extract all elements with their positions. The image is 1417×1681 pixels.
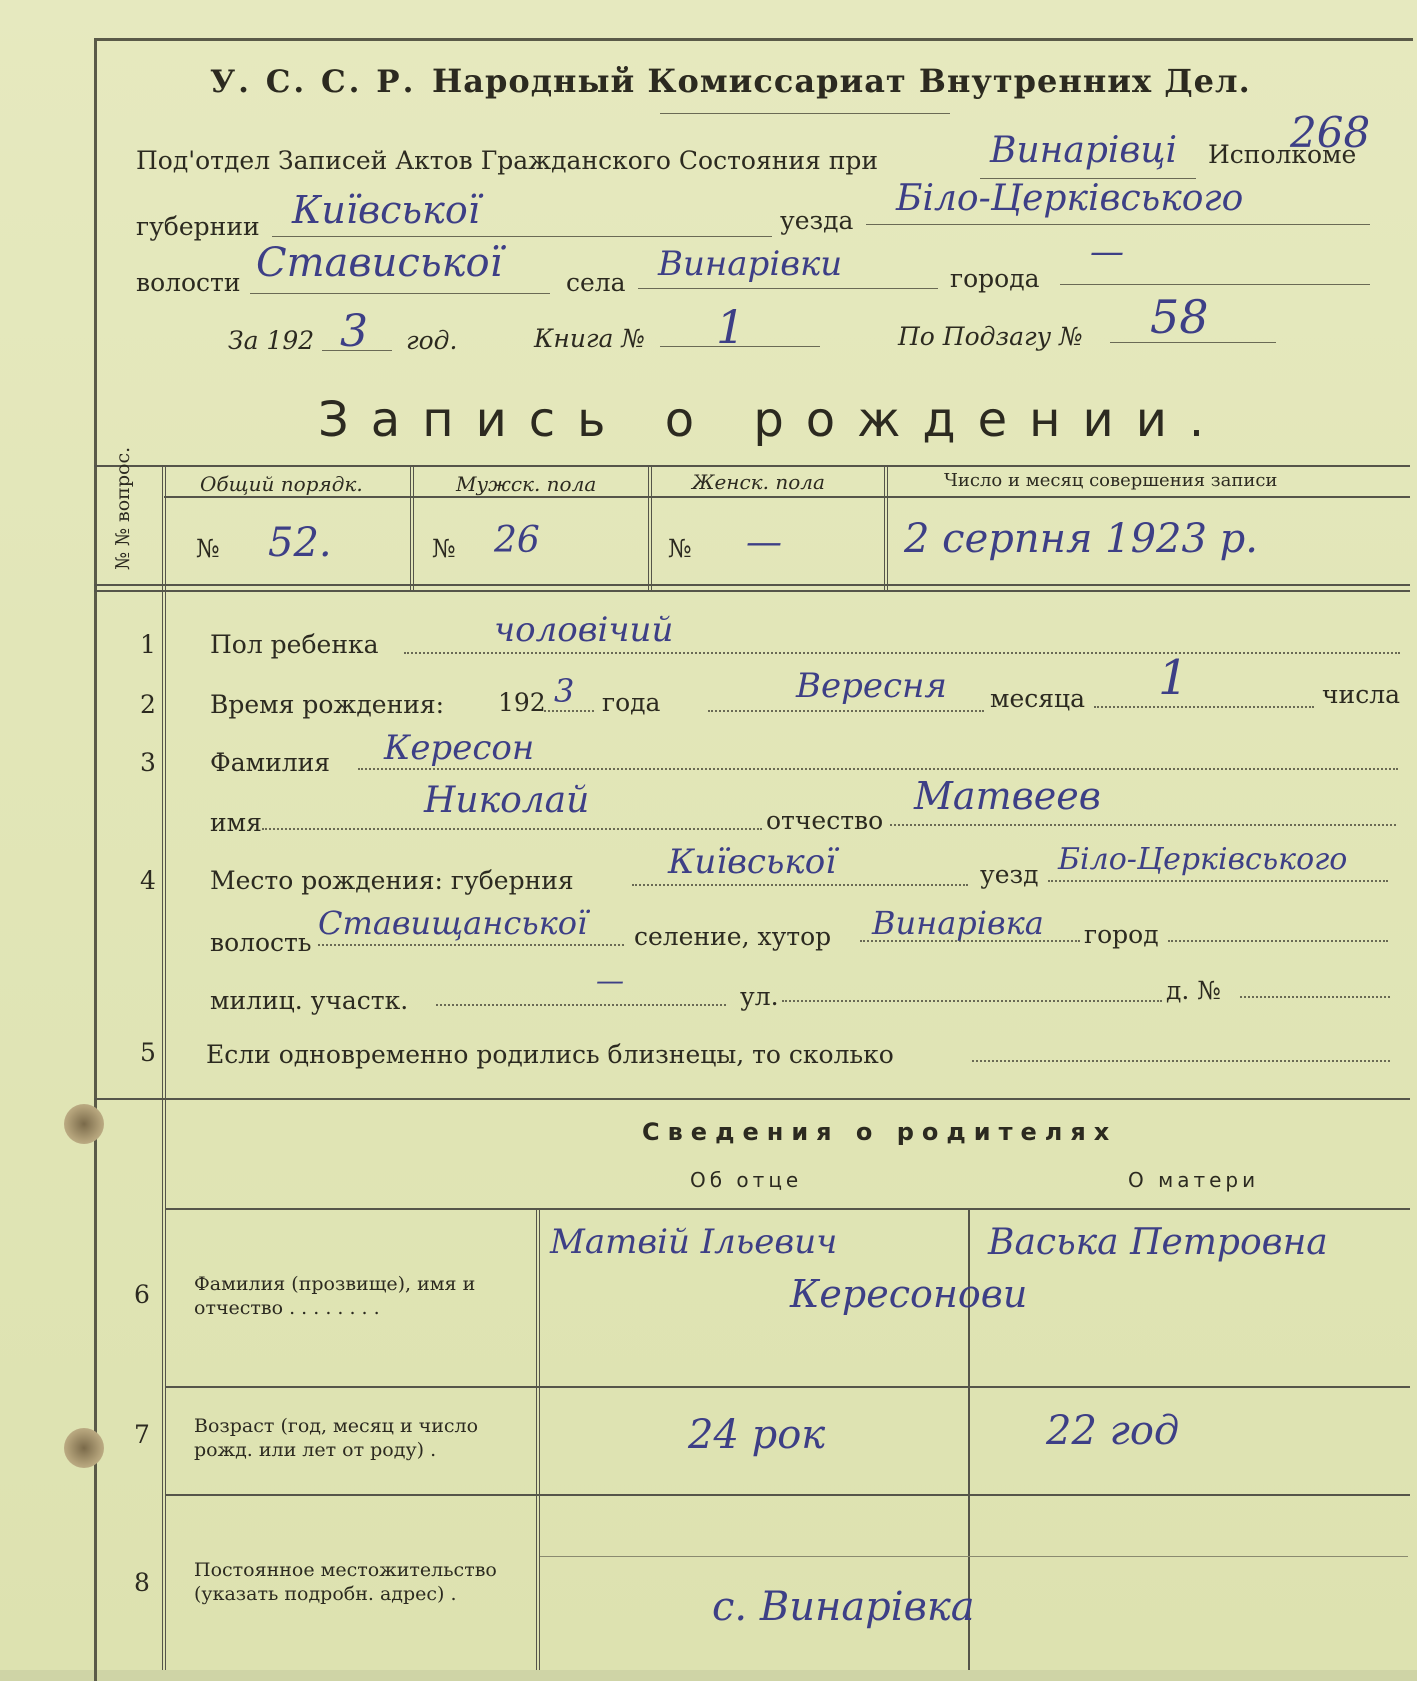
no-sign: № — [668, 534, 692, 563]
birth-month-label: месяца — [990, 684, 1085, 713]
punch-hole — [64, 1104, 104, 1144]
name-value: Николай — [424, 780, 590, 821]
row-number: 2 — [140, 690, 156, 719]
header-rule — [660, 113, 950, 114]
year-prefix: За 192 — [228, 326, 315, 355]
row-number: 3 — [140, 748, 156, 777]
gorod-label: города — [950, 264, 1040, 293]
selo-label: села — [566, 268, 626, 297]
gubernia-label: губернии — [136, 212, 260, 241]
residence-label: Постоянное местожительство (указать подробн. адрес) . — [194, 1559, 497, 1605]
birth-year-suffix: года — [602, 688, 661, 717]
birth-day-label: числа — [1322, 680, 1400, 709]
gorod-value: — — [1090, 232, 1124, 272]
father-heading: Об отце — [690, 1168, 803, 1192]
birthplace-volost-label: волость — [210, 928, 312, 957]
birth-day-value: 1 — [1158, 650, 1189, 706]
sex-label: Пол ребенка — [210, 630, 379, 659]
podzag-value: 58 — [1150, 290, 1209, 344]
uezd-label: уезда — [780, 206, 854, 235]
row-number: 8 — [134, 1568, 150, 1597]
book-label: Книга № — [534, 324, 646, 353]
birthplace-label: Место рождения: губерния — [210, 866, 574, 895]
parents-heading: Сведения о родителях — [642, 1118, 1118, 1146]
birth-time-label: Время рождения: — [210, 690, 445, 719]
mother-heading: О матери — [1128, 1168, 1260, 1192]
uezd-value: Біло-Церківського — [896, 178, 1244, 219]
ispolkom-label: Исполкоме — [1208, 140, 1357, 169]
col-header-male: Мужск. пола — [456, 472, 597, 496]
row-number: 6 — [134, 1280, 150, 1309]
podzag-label: По Подзагу № — [898, 322, 1083, 351]
row-number: 4 — [140, 866, 156, 895]
record-date-value: 2 серпня 1923 р. — [904, 516, 1258, 562]
birthplace-uezd-label: уезд — [980, 860, 1039, 889]
birth-year-value: 3 — [554, 672, 575, 710]
street-label: ул. — [740, 982, 779, 1011]
father-fio-surname: Кересонови — [790, 1272, 1028, 1316]
male-number-value: 26 — [494, 520, 540, 561]
name-label: имя — [210, 808, 262, 837]
commissariat-title: Народный Комиссариат Внутренних Дел. — [432, 62, 1251, 100]
patronymic-label: отчество — [766, 806, 884, 835]
house-label: д. № — [1166, 976, 1221, 1005]
twins-label: Если одновременно родились близнецы, то сколько — [206, 1040, 894, 1069]
fio-label: Фамилия (прозвище), имя и отчество . . . . . . . . — [194, 1273, 476, 1319]
ussr-label: У. С. С. Р. — [210, 64, 417, 100]
year-value: 3 — [340, 306, 368, 357]
selo-value: Винарівки — [658, 244, 843, 284]
gubernia-value: Київської — [292, 188, 480, 232]
militia-value: — — [596, 964, 624, 997]
militia-label: милиц. участк. — [210, 986, 409, 1015]
row-number: 5 — [140, 1038, 156, 1067]
birthplace-volost-value: Ставищанської — [318, 904, 588, 942]
patronymic-value: Матвеев — [914, 774, 1101, 818]
col-header-female: Женск. пола — [692, 470, 825, 494]
col-header-date: Число и месяц совершения записи — [944, 470, 1278, 491]
age-label: Возраст (год, месяц и число рожд. или лет от роду) . — [194, 1415, 479, 1461]
father-fio-value: Матвій Ільевич — [550, 1222, 838, 1262]
row-number: 7 — [134, 1420, 150, 1449]
row-number: 1 — [140, 630, 156, 659]
birthplace-uezd-value: Біло-Церківського — [1058, 842, 1348, 877]
col-header-total: Общий порядк. — [200, 472, 363, 496]
birth-month-value: Вересня — [796, 666, 947, 706]
sex-value: чоловічий — [494, 610, 674, 650]
birthplace-selo-label: селение, хутор — [634, 922, 832, 951]
question-number-header: № № вопрос. — [112, 446, 134, 570]
book-value: 1 — [716, 300, 746, 354]
no-sign: № — [196, 534, 220, 563]
female-number-value: — — [746, 522, 782, 563]
mother-age-value: 22 год — [1046, 1408, 1180, 1454]
volost-value: Стависької — [256, 240, 503, 286]
residence-value: с. Винарівка — [712, 1584, 975, 1630]
birthplace-gorod-label: город — [1084, 920, 1159, 949]
volost-label: волости — [136, 268, 241, 297]
subdept-number: 268 — [1290, 108, 1371, 157]
no-sign: № — [432, 534, 456, 563]
total-number-value: 52. — [268, 520, 332, 566]
birthplace-gubernia-value: Київської — [668, 842, 837, 882]
father-age-value: 24 рок — [688, 1412, 826, 1458]
surname-value: Кересон — [384, 728, 535, 768]
punch-hole — [64, 1428, 104, 1468]
birth-year-prefix: 192 — [498, 688, 546, 717]
birthplace-selo-value: Винарівка — [872, 904, 1044, 942]
mother-fio-value: Васька Петровна — [988, 1222, 1328, 1263]
subdept-label: Под'отдел Записей Актов Гражданского Состояния при — [136, 146, 879, 175]
surname-label: Фамилия — [210, 748, 331, 777]
page-title: Запись о рождении. — [318, 392, 1227, 448]
year-suffix: год. — [406, 326, 458, 355]
subdept-value: Винарівці — [990, 130, 1177, 171]
